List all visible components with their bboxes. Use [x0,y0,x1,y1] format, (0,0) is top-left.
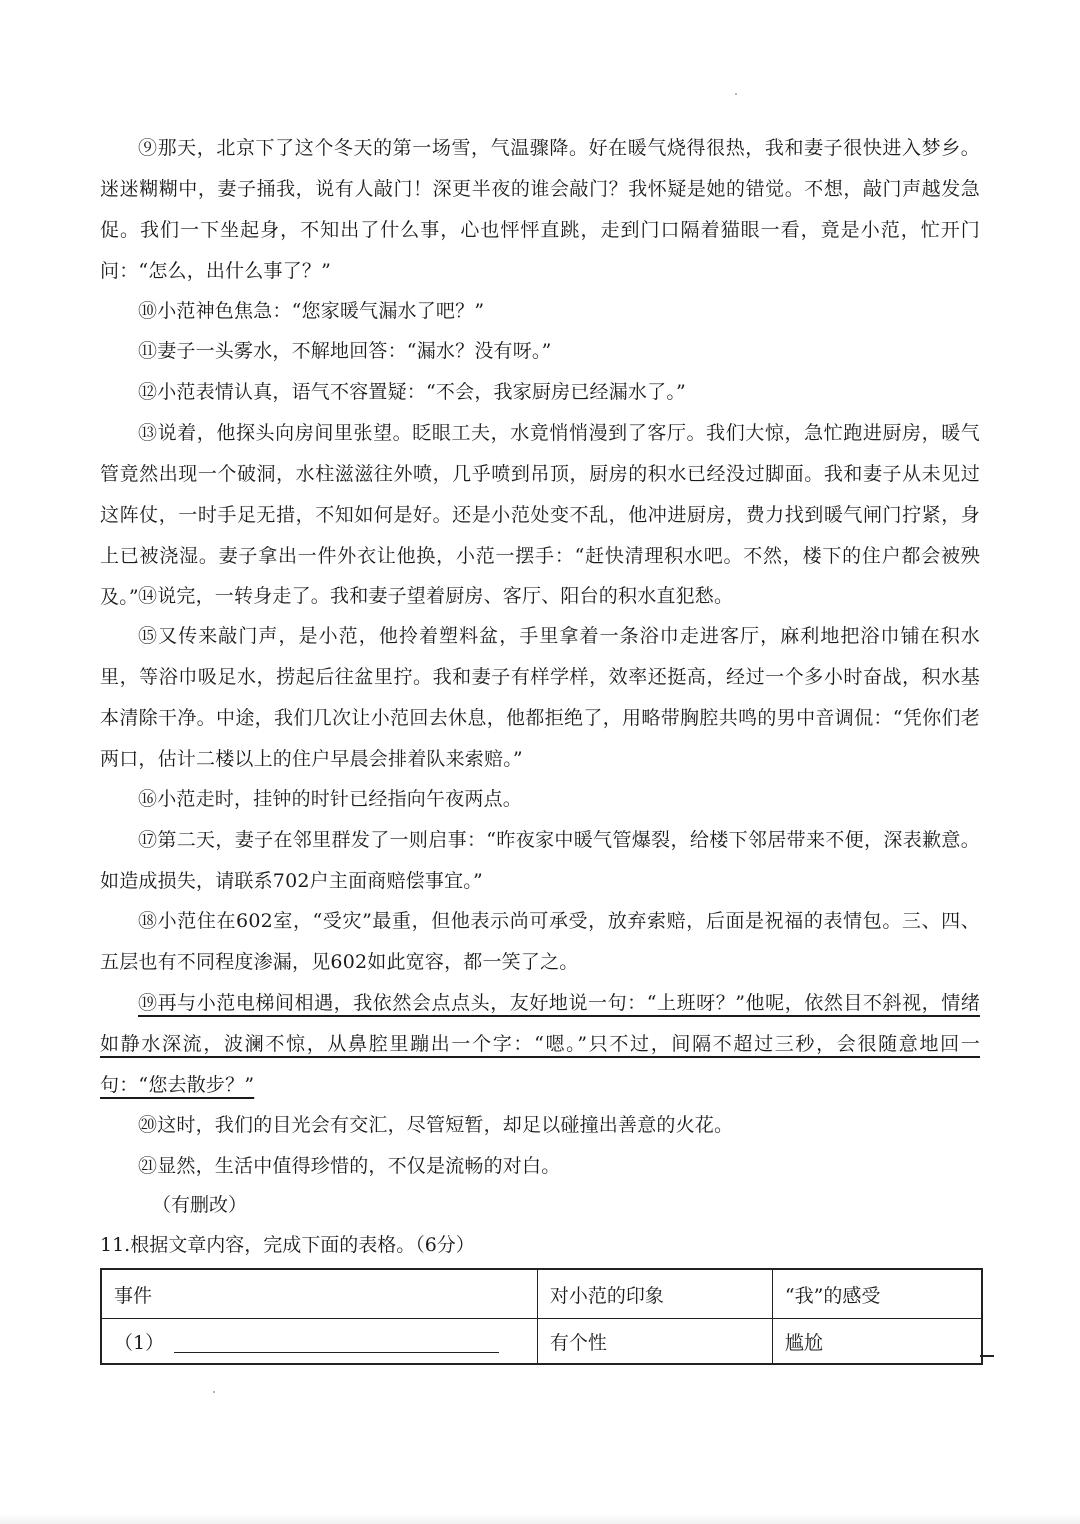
table-row [101,1319,982,1365]
paragraph-16: ⑯小范走时，挂钟的时针已经指向午夜两点。 [138,788,523,810]
answer-table [100,1268,983,1365]
header-feeling: “我”的感受 [772,1269,982,1319]
paragraph-18: ⑱小范住在602室，“受灾”最重，但他表示尚可承受，放弃索赔，后面是祝福的表情包。三、四、五层也有不同程度渗漏，见602如此宽容，都一笑了之。 [100,910,980,973]
table-header-row [101,1269,982,1319]
scan-bottom-edge [0,1514,1080,1524]
scan-speck [213,1391,215,1393]
edit-note: （有删改） [152,1194,248,1216]
feeling-cell: 尴尬 [772,1319,982,1365]
paragraph-11: ⑪妻子一头雾水，不解地回答：“漏水？没有呀。” [138,340,552,362]
header-impression: 对小范的印象 [537,1269,772,1319]
question-11: 11.根据文章内容，完成下面的表格。（6分） [100,1234,475,1256]
answer-blank[interactable] [174,1336,499,1353]
impression-cell: 有个性 [537,1319,772,1365]
table-line-overrun [980,1355,994,1357]
event-cell [101,1319,537,1365]
paragraph-21: ㉑显然，生活中值得珍惜的，不仅是流畅的对白。 [138,1155,561,1177]
paragraph-13: ⑬说着，他探头向房间里张望。眨眼工夫，水竟悄悄漫到了客厅。我们大惊，急忙跑进厨房，暖气管竟然出现一个破洞，水柱滋滋往外喷，几乎喷到吊顶，厨房的积水已经没过脚面。我和妻子从未见过这阵仗，一时手足无措，不知如何是好。还是小范处变不乱，他冲进厨房，费力找到暖气闸门拧紧，身上已被浇湿。妻子拿出一件外衣让他换，小范一摆手：“赶快清理积水吧。不然，楼下的住户都会被殃及。” [100,422,980,608]
paragraph-10: ⑩小范神色焦急：“您家暖气漏水了吧？” [138,300,485,322]
header-event: 事件 [101,1269,537,1319]
item-number: （1） [114,1331,165,1354]
paragraph-12: ⑫小范表情认真，语气不容置疑：“不会，我家厨房已经漏水了。” [138,381,686,403]
paragraph-20: ⑳这时，我们的目光会有交汇，尽管短暂，却足以碰撞出善意的火花。 [138,1114,734,1136]
paragraph-14: ⑭说完，一转身走了。我和妻子望着厨房、客厅、阳台的积水直犯愁。 [138,585,734,607]
scan-speck [735,93,737,95]
paragraph-17: ⑰第二天，妻子在邻里群发了一则启事：“昨夜家中暖气管爆裂，给楼下邻居带来不便，深表歉意。如造成损失，请联系702户主面商赔偿事宜。” [100,829,980,892]
paragraph-15: ⑮又传来敲门声，是小范，他拎着塑料盆，手里拿着一条浴巾走进客厅，麻利地把浴巾铺在积水里，等浴巾吸足水，捞起后往盆里拧。我和妻子有样学样，效率还挺高，经过一个多小时奋战，积水基本清除干净。中途，我们几次让小范回去休息，他都拒绝了，用略带胸腔共鸣的男中音调侃：“凭你们老两口，估计二楼以上的住户早晨会排着队来索赔。” [100,625,980,770]
paragraph-19-underlined: ⑲再与小范电梯间相遇，我依然会点点头，友好地说一句：“上班呀？”他呢，依然目不斜视，情绪如静水深流，波澜不惊，从鼻腔里蹦出一个字：“嗯。”只不过，间隔不超过三秒，会很随意地回一句：“您去散步？” [100,992,980,1096]
paragraph-9: ⑨那天，北京下了这个冬天的第一场雪，气温骤降。好在暖气烧得很热，我和妻子很快进入梦乡。迷迷糊糊中，妻子捅我，说有人敲门！深更半夜的谁会敲门？我怀疑是她的错觉。不想，敲门声越发急促。我们一下坐起身，不知出了什么事，心也怦怦直跳，走到门口隔着猫眼一看，竟是小范，忙开门问：“怎么，出什么事了？” [100,137,980,282]
